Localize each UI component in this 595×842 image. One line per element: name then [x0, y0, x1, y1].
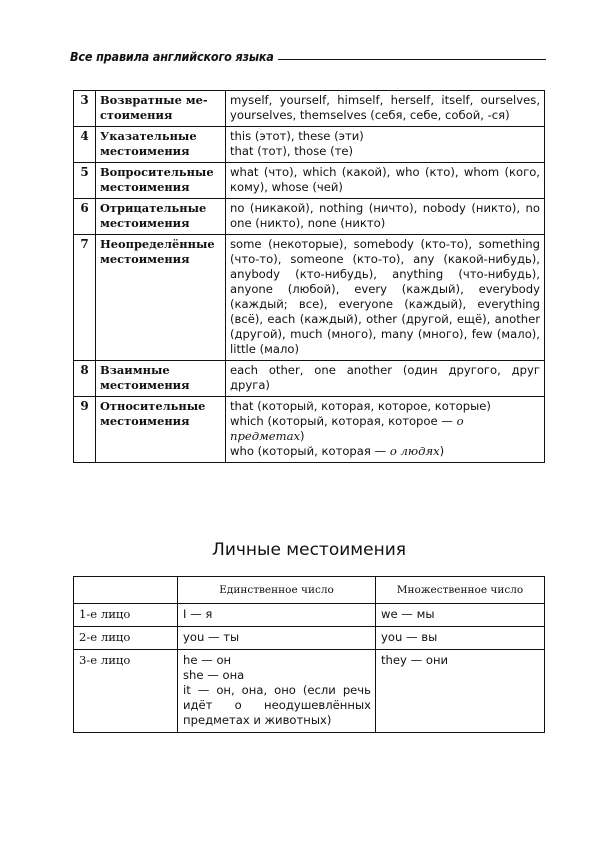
plural-cell: they — они: [376, 650, 545, 733]
pronoun-type-name: Отрицательные местоимения: [96, 199, 226, 235]
table-header-row: [74, 577, 545, 604]
singular-cell: he — он she — она it — он, она, оно (если речь идёт о неодушевлённых предметах и животных): [178, 650, 376, 733]
pronoun-type-name: Вопросительные местоимения: [96, 163, 226, 199]
pronoun-type-name: Возвратные ме-стоимения: [96, 91, 226, 127]
pronoun-type-name: Указательные местоимения: [96, 127, 226, 163]
person-cell: 2-е лицо: [74, 627, 178, 650]
pronoun-examples: each other, one another (один другого, друг друга): [226, 361, 545, 397]
table-row: [74, 627, 545, 650]
table-row: [74, 235, 545, 361]
running-header: [70, 42, 546, 64]
pronoun-examples: that (который, которая, которое, которые) which (который, которая, которое — о предметах) who (который, которая — о людях): [226, 397, 545, 463]
person-cell: 3-е лицо: [74, 650, 178, 733]
pronoun-type-name: Взаимные местоимения: [96, 361, 226, 397]
row-number: 8: [74, 361, 96, 397]
pronoun-examples: this (этот), these (эти) that (тот), those (те): [226, 127, 545, 163]
table-row: [74, 361, 545, 397]
singular-cell: you — ты: [178, 627, 376, 650]
row-number: 3: [74, 91, 96, 127]
row-number: 9: [74, 397, 96, 463]
header-rule: [278, 59, 546, 60]
pronoun-type-name: Неопределённые местоимения: [96, 235, 226, 361]
person-cell: 1-е лицо: [74, 604, 178, 627]
column-header: Единственное число: [178, 577, 376, 604]
pronoun-examples: myself, yourself, himself, herself, itself, ourselves, yourselves, themselves (себя, себе, собой, -ся): [226, 91, 545, 127]
row-number: 4: [74, 127, 96, 163]
table-row: [74, 650, 545, 733]
row-number: 7: [74, 235, 96, 361]
table-row: [74, 127, 545, 163]
table-row: [74, 604, 545, 627]
pronoun-examples: no (никакой), nothing (ничто), nobody (никто), no one (никто), none (никто): [226, 199, 545, 235]
plural-cell: we — мы: [376, 604, 545, 627]
table-row: [74, 397, 545, 463]
header-title: Все правила английского языка: [70, 49, 274, 64]
personal-pronouns-table: [73, 576, 545, 733]
singular-cell: I — я: [178, 604, 376, 627]
pronoun-examples: what (что), which (какой), who (кто), whom (кого, кому), whose (чей): [226, 163, 545, 199]
section-title: Личные местоимения: [212, 540, 406, 560]
column-header: Множественное число: [376, 577, 545, 604]
pronoun-type-name: Относительные местоимения: [96, 397, 226, 463]
table-row: [74, 163, 545, 199]
table-row: [74, 91, 545, 127]
plural-cell: you — вы: [376, 627, 545, 650]
pronoun-examples: some (некоторые), somebody (кто-то), something (что-то), someone (кто-то), any (какой-нибудь), anybody (кто-нибудь), anything (что-нибудь), anyone (любой), every (каждый), everybody (каждый; все), everyone (каждый), everything (всё), each (каждый), other (другой, ещё), another (другой), much (много), many (много), few (мало), little (мало): [226, 235, 545, 361]
column-header: [74, 577, 178, 604]
row-number: 6: [74, 199, 96, 235]
row-number: 5: [74, 163, 96, 199]
table-row: [74, 199, 545, 235]
pronoun-types-table: [73, 90, 545, 463]
